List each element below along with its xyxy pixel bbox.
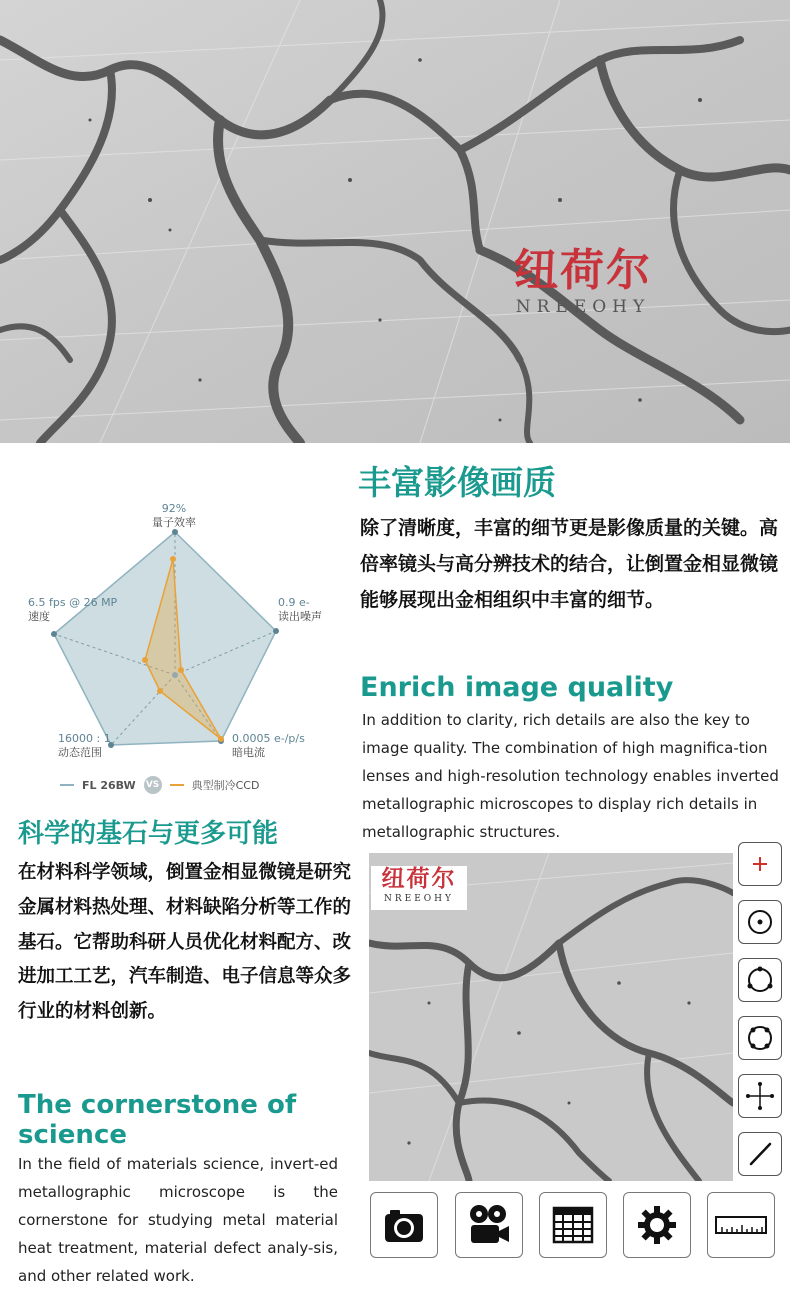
preview-brand-name-en: NREEOHY — [384, 894, 454, 904]
hero-watermark-logo — [498, 246, 668, 318]
radar-label-dark-current: 0.0005 e-/p/s 暗电流 — [232, 732, 305, 759]
capture-photo-button[interactable] — [370, 1192, 438, 1258]
cornerstone-title-en: The cornerstone of science — [18, 1090, 297, 1150]
radar-label-speed: 6.5 fps @ 26 MP 速度 — [28, 596, 118, 623]
circle-three-point-icon — [745, 965, 775, 995]
cross-measure-icon — [744, 1080, 776, 1112]
radar-label-quantum-efficiency: 92% 量子效率 — [152, 502, 196, 529]
legend-swatch-ccd — [170, 784, 184, 786]
crosshair-tool-button[interactable] — [738, 842, 782, 886]
radar-label-read-noise: 0.9 e- 读出噪声 — [278, 596, 322, 623]
legend-label-ccd: 典型制冷CCD — [191, 779, 260, 792]
image-quality-title-en: Enrich image quality — [360, 672, 674, 703]
metallographic-texture — [0, 0, 790, 443]
legend-swatch-fl26bw — [60, 784, 74, 786]
image-quality-title-cn: 丰富影像画质 — [358, 463, 556, 502]
settings-button[interactable] — [623, 1192, 691, 1258]
grid-icon — [551, 1205, 595, 1245]
cornerstone-body-cn: 在材料科学领域，倒置金相显微镜是研究金属材料热处理、材料缺陷分析等工作的基石。它帮助科研人员优化材料配方、改进加工工艺，汽车制造、电子信息等众多行业的材料创新。 — [18, 862, 352, 1023]
preview-brand-name-cn: 纽荷尔 — [381, 865, 457, 892]
line-measure-icon — [745, 1139, 775, 1169]
radar-legend — [60, 776, 259, 794]
circle-four-point-icon — [745, 1023, 775, 1053]
image-quality-body-cn: 除了清晰度，丰富的细节更是影像质量的关键。高倍率镜头与高分辨技术的结合，让倒置金相显微镜能够展现出金相组织中丰富的细节。 — [360, 517, 779, 611]
circle-three-point-tool-button[interactable] — [738, 958, 782, 1002]
legend-vs-badge: VS — [144, 776, 162, 794]
performance-radar-chart — [18, 498, 348, 798]
grid-overlay-button[interactable] — [539, 1192, 607, 1258]
line-measure-tool-button[interactable] — [738, 1132, 782, 1176]
record-video-button[interactable] — [455, 1192, 523, 1258]
cornerstone-title-cn: 科学的基石与更多可能 — [18, 819, 279, 849]
brand-name-en: NREEOHY — [515, 297, 651, 317]
camera-icon — [382, 1205, 426, 1245]
crosshair-icon — [747, 851, 773, 877]
radar-label-dynamic-range: 16000 : 1 动态范围 — [58, 732, 111, 759]
ruler-scale-button[interactable] — [707, 1192, 775, 1258]
cornerstone-body-en: In the field of materials science, invert-ed metallographic microscope is the cornerstone for studying metal material heat treatment, material defect analy-sis, and other related work. — [18, 1155, 338, 1285]
circle-center-icon — [745, 907, 775, 937]
legend-label-fl26bw: FL 26BW — [82, 778, 136, 792]
preview-watermark-logo — [371, 866, 467, 910]
circle-center-tool-button[interactable] — [738, 900, 782, 944]
gear-icon — [636, 1204, 678, 1246]
video-camera-icon — [466, 1203, 512, 1247]
circle-four-point-tool-button[interactable] — [738, 1016, 782, 1060]
ruler-icon — [714, 1213, 768, 1237]
cross-measure-tool-button[interactable] — [738, 1074, 782, 1118]
image-quality-body-en: In addition to clarity, rich details are also the key to image quality. The combination of high magnifica-tion lenses and high-resolution technology enables inverted metallographic microscopes to display rich details in metallographic structures. — [362, 711, 779, 841]
hero-micrograph — [0, 0, 790, 443]
brand-name-cn: 纽荷尔 — [514, 245, 652, 296]
radar-plot — [18, 498, 348, 768]
